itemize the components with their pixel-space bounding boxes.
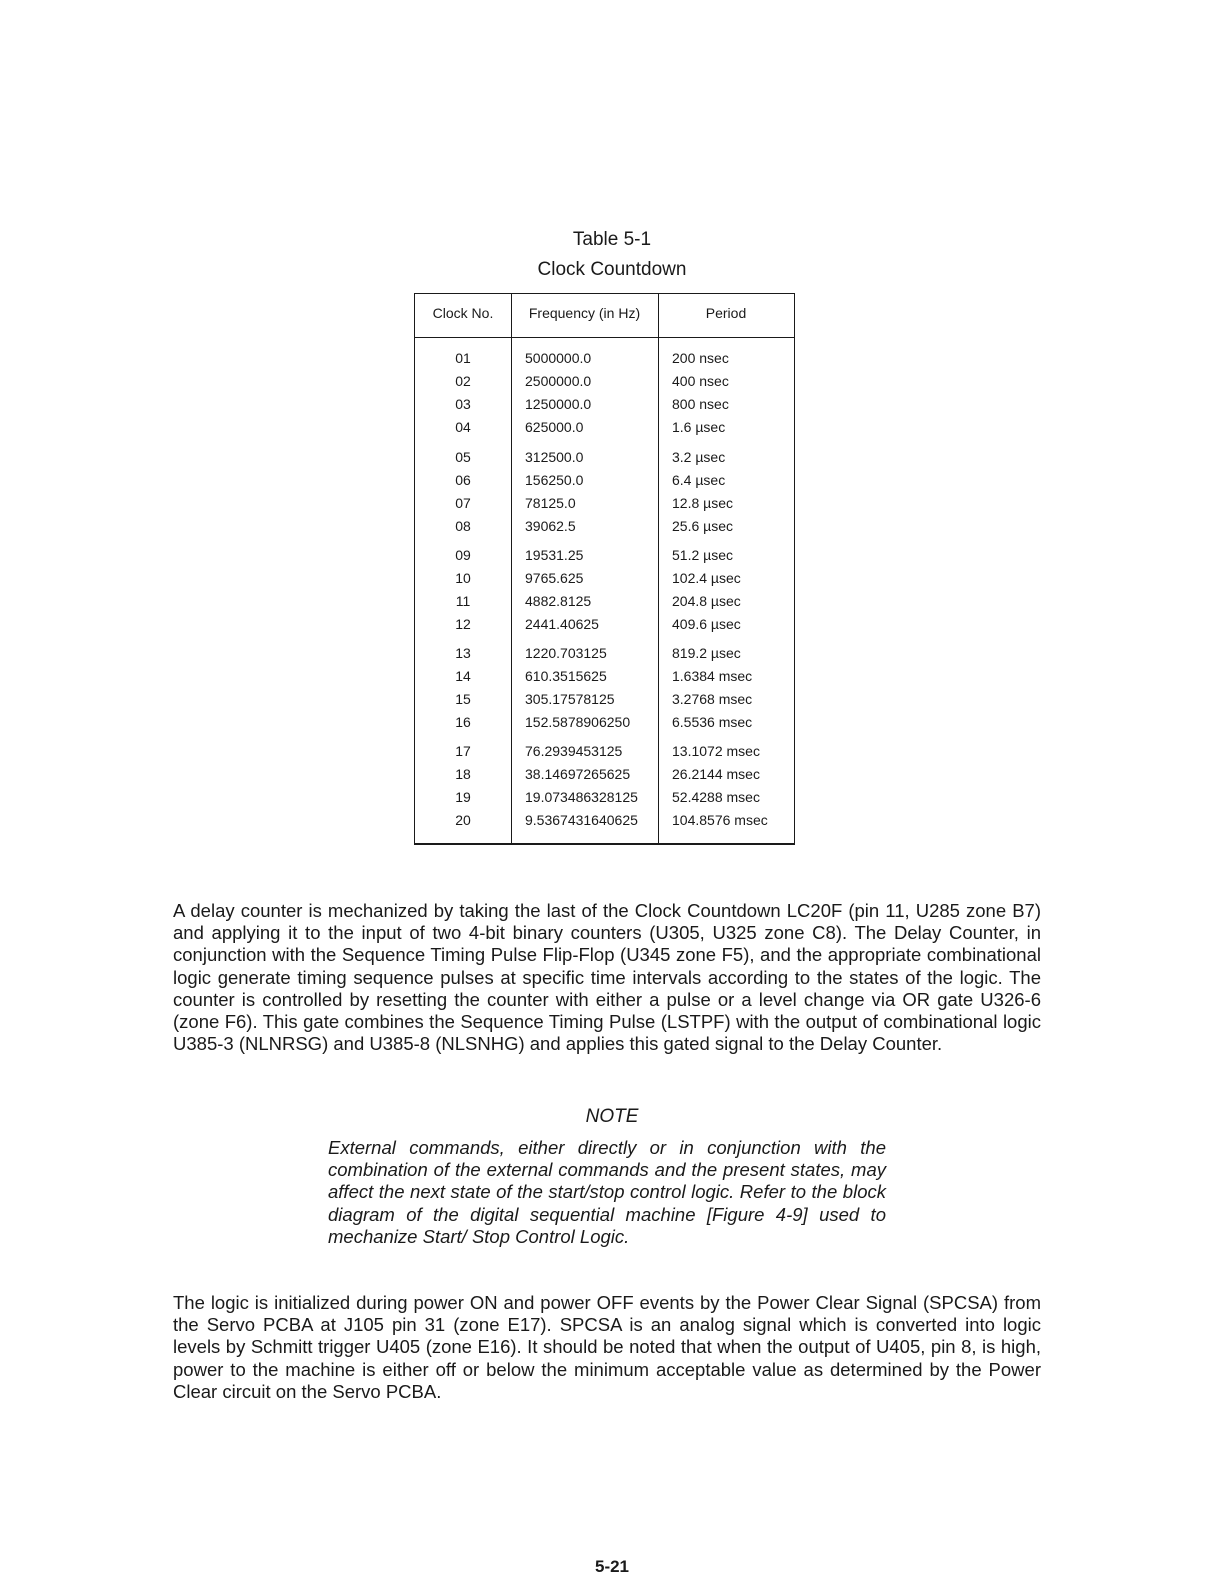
table-title: Clock Countdown [537, 259, 687, 280]
cell-period: 6.4 µsec [672, 472, 726, 488]
note-body: External commands, either directly or in conjunction with the combination of the external commands and the present states, may affect the next state of the start/stop control logic. Refer to the block diagram of the digital sequential machine [Figure 4-9] used to mechanize Start/ Stop Control Logic. [328, 1137, 886, 1247]
note-heading: NOTE [585, 1106, 639, 1127]
cell-period: 26.2144 msec [672, 766, 760, 782]
cell-clock-no: 02 [455, 373, 471, 389]
cell-period: 104.8576 msec [672, 812, 768, 828]
cell-period: 52.4288 msec [672, 789, 760, 805]
cell-frequency: 39062.5 [525, 518, 576, 534]
cell-clock-no: 17 [455, 743, 471, 759]
cell-clock-no: 10 [455, 570, 471, 586]
cell-period: 102.4 µsec [672, 570, 741, 586]
cell-clock-no: 11 [455, 593, 471, 609]
cell-frequency: 38.14697265625 [525, 766, 631, 782]
cell-frequency: 4882.8125 [525, 593, 592, 609]
cell-period: 1.6 µsec [672, 419, 726, 435]
page-number: 5-21 [594, 1557, 630, 1576]
cell-clock-no: 05 [455, 449, 471, 465]
cell-clock-no: 13 [455, 645, 471, 661]
cell-clock-no: 20 [455, 812, 471, 828]
cell-clock-no: 06 [455, 472, 471, 488]
cell-frequency: 19531.25 [525, 547, 584, 563]
cell-period: 200 nsec [672, 350, 729, 366]
cell-period: 13.1072 msec [672, 743, 760, 759]
cell-period: 3.2 µsec [672, 449, 726, 465]
cell-period: 819.2 µsec [672, 645, 741, 661]
cell-frequency: 156250.0 [525, 472, 584, 488]
cell-period: 409.6 µsec [672, 616, 741, 632]
cell-period: 3.2768 msec [672, 691, 753, 707]
cell-clock-no: 15 [455, 691, 471, 707]
cell-frequency: 76.2939453125 [525, 743, 623, 759]
cell-clock-no: 07 [455, 495, 471, 511]
cell-period: 800 nsec [672, 396, 729, 412]
column-divider [511, 294, 512, 843]
cell-period: 204.8 µsec [672, 593, 741, 609]
cell-period: 6.5536 msec [672, 714, 753, 730]
cell-clock-no: 16 [455, 714, 471, 730]
header-divider [415, 337, 794, 338]
cell-frequency: 152.5878906250 [525, 714, 631, 730]
cell-frequency: 1220.703125 [525, 645, 607, 661]
cell-frequency: 610.3515625 [525, 668, 607, 684]
cell-frequency: 2500000.0 [525, 373, 592, 389]
header-clock-no: Clock No. [432, 305, 494, 321]
cell-period: 25.6 µsec [672, 518, 733, 534]
cell-frequency: 2441.40625 [525, 616, 599, 632]
header-frequency: Frequency (in Hz) [528, 305, 641, 321]
table-number: Table 5-1 [572, 229, 652, 250]
header-period: Period [705, 305, 747, 321]
cell-frequency: 625000.0 [525, 419, 584, 435]
cell-clock-no: 04 [455, 419, 471, 435]
cell-frequency: 19.073486328125 [525, 789, 638, 805]
cell-clock-no: 09 [455, 547, 471, 563]
clock-countdown-table [414, 293, 795, 845]
cell-frequency: 78125.0 [525, 495, 576, 511]
cell-clock-no: 19 [455, 789, 471, 805]
body-paragraph-delay-counter: A delay counter is mechanized by taking the last of the Clock Countdown LC20F (pin 11, U285 zone B7) and applying it to the input of two 4-bit binary counters (U305, U325 zone C8). The Delay Counter, in conjunction with the Sequence Timing Pulse Flip-Flop (U345 zone F5), and the appropriate combinational logic generate timing sequence pulses at specific time intervals according to the states of the logic. The counter is controlled by resetting the counter with either a pulse or a level change via OR gate U326-6 (zone F6). This gate combines the Sequence Timing Pulse (LSTPF) with the output of combinational logic U385-3 (NLNRSG) and U385-8 (NLSNHG) and applies this gated signal to the Delay Counter. [173, 900, 1041, 1055]
cell-period: 1.6384 msec [672, 668, 753, 684]
cell-clock-no: 14 [455, 668, 471, 684]
column-divider [658, 294, 659, 843]
cell-clock-no: 03 [455, 396, 471, 412]
cell-period: 51.2 µsec [672, 547, 733, 563]
cell-period: 12.8 µsec [672, 495, 733, 511]
cell-clock-no: 18 [455, 766, 471, 782]
cell-frequency: 305.17578125 [525, 691, 615, 707]
cell-frequency: 9.5367431640625 [525, 812, 638, 828]
cell-frequency: 5000000.0 [525, 350, 592, 366]
cell-clock-no: 12 [455, 616, 471, 632]
cell-frequency: 1250000.0 [525, 396, 592, 412]
cell-clock-no: 08 [455, 518, 471, 534]
cell-frequency: 9765.625 [525, 570, 584, 586]
cell-clock-no: 01 [455, 350, 471, 366]
body-paragraph-power-clear: The logic is initialized during power ON and power OFF events by the Power Clear Signal (SPCSA) from the Servo PCBA at J105 pin 31 (zone E17). SPCSA is an analog signal which is converted into logic levels by Schmitt trigger U405 (zone E16). It should be noted that when the output of U405, pin 8, is high, power to the machine is either off or below the minimum acceptable value as determined by the Power Clear circuit on the Servo PCBA. [173, 1292, 1041, 1402]
cell-frequency: 312500.0 [525, 449, 584, 465]
cell-period: 400 nsec [672, 373, 729, 389]
